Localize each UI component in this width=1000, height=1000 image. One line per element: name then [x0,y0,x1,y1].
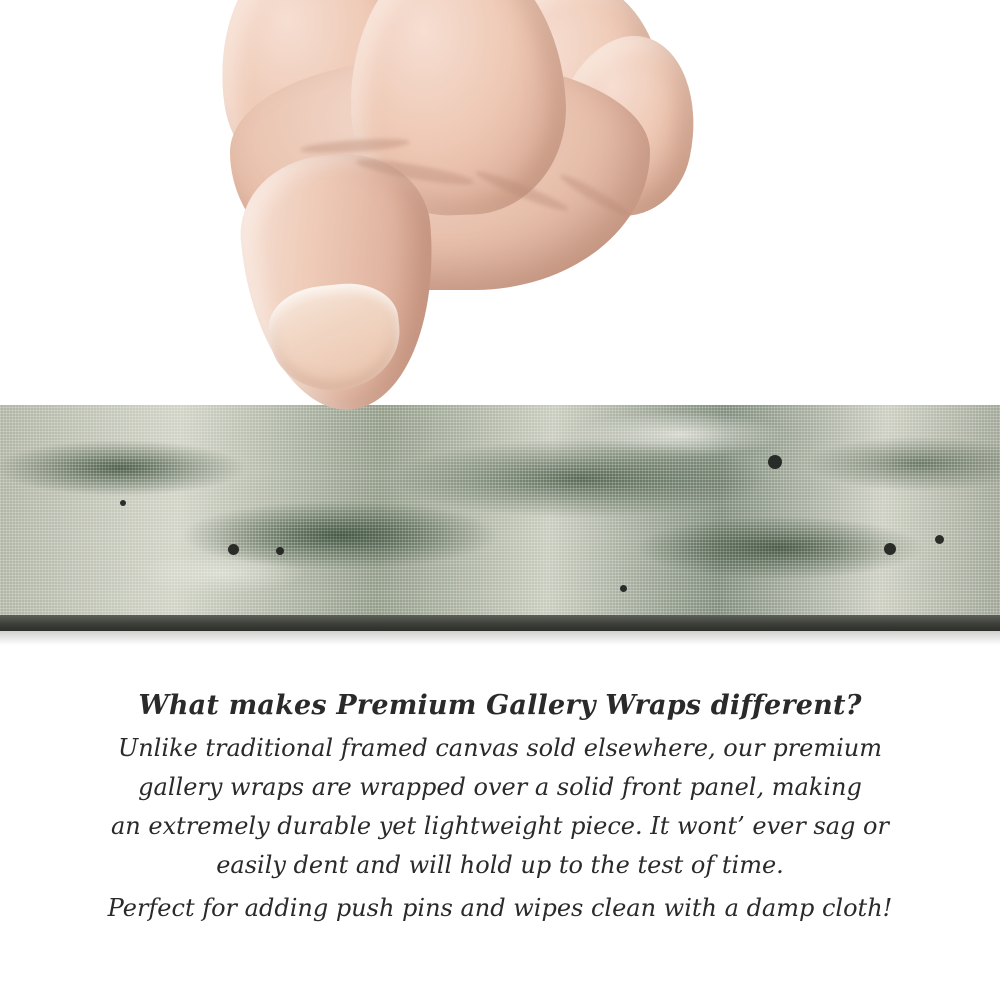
canvas-speck [276,547,284,555]
caption-heading: What makes Premium Gallery Wraps different? [138,690,862,721]
canvas-speck [884,543,896,555]
gallery-wrap-canvas [0,405,1000,645]
canvas-speck [768,455,782,469]
caption-block [0,690,1000,928]
canvas-side-edge [0,615,1000,631]
canvas-speck [120,500,126,506]
canvas-speck [935,535,944,544]
canvas-weave-texture [0,405,1000,615]
hand-illustration [100,0,660,440]
canvas-speck [620,585,627,592]
canvas-print-surface [0,405,1000,615]
caption-line-1: Unlike traditional framed canvas sold elsewhere, our premium [117,734,882,762]
caption-closing-line: Perfect for adding push pins and wipes clean with a damp cloth! [107,894,893,922]
caption-line-4: easily dent and will hold up to the test of time. [216,851,784,879]
canvas-drop-shadow [0,631,1000,645]
canvas-speck [228,544,239,555]
caption-line-3: an extremely durable yet lightweight piece. It wont’ ever sag or [111,812,889,840]
caption-line-2: gallery wraps are wrapped over a solid front panel, making [138,773,862,801]
